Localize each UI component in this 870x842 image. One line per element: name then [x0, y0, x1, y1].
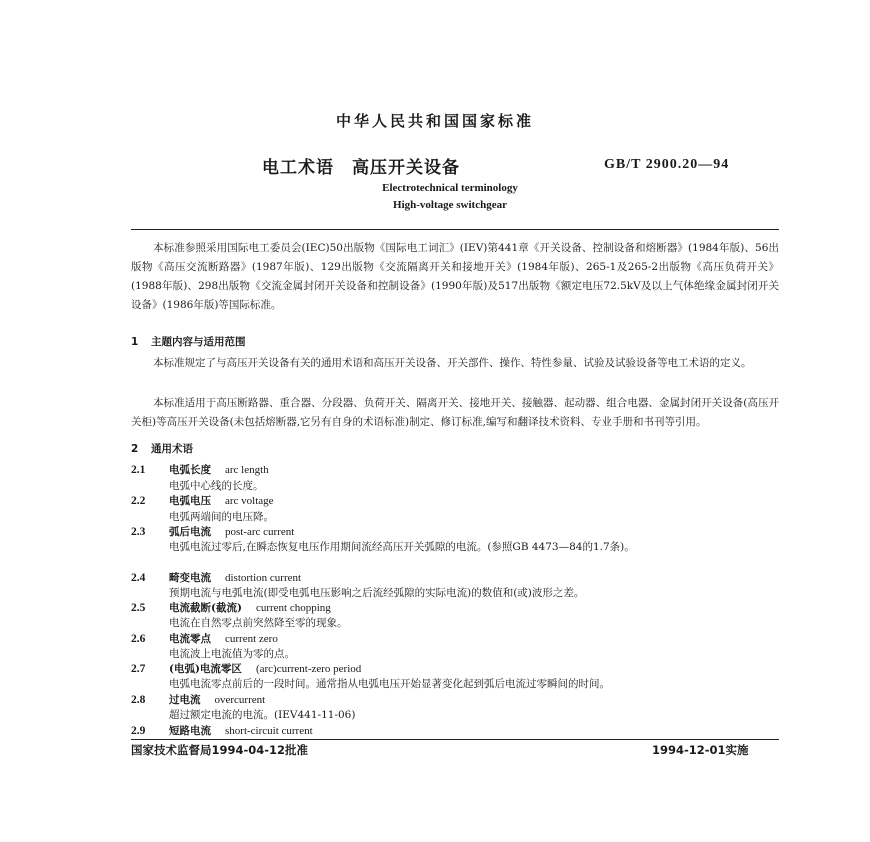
term-row: [131, 524, 779, 540]
section-1-heading: [131, 334, 246, 349]
section-2-title: 通用术语: [151, 443, 193, 455]
term-definition: 电流波上电流值为零的点。: [169, 648, 295, 660]
term-cn: 短路电流: [169, 725, 211, 737]
intro-paragraph: 本标准参照采用国际电工委员会(IEC)50出版物《国际电工词汇》(IEV)第441章《开关设备、控制设备和熔断器》(1984年版)、56出版物《高压交流断路器》(1987年版)、129出版物《交流隔离开关和接地开关》(1984年版)、265-1及265-2出版物《高压负荷开关》(1988年版)、298出版物《交流金属封闭开关设备和控制设备》(1990年版)及517出版物《额定电压72.5kV及以上气体绝缘金属封闭开关设备》(1986年版)等国际标准。: [131, 242, 779, 311]
term-row: [131, 723, 779, 739]
term-en: arc length: [225, 464, 269, 476]
term-number: 2.5: [131, 602, 146, 614]
term-definition: 电弧两端间的电压降。: [169, 511, 274, 523]
term-row: [131, 692, 779, 708]
term-en: short-circuit current: [225, 725, 313, 737]
section-2-number: 2: [131, 443, 139, 455]
term-row: [131, 493, 779, 509]
section-2-heading: [131, 441, 193, 456]
term-en: (arc)current-zero period: [255, 663, 362, 675]
top-divider: [131, 229, 779, 230]
term-definition: 超过额定电流的电流。(IEV441-11-06): [169, 709, 356, 721]
standard-title-en-line1: Electrotechnical terminology: [382, 182, 518, 194]
term-en: arc voltage: [225, 495, 274, 507]
term-cn: 电流截断(截流): [169, 602, 242, 614]
effective-date: 1994-12-01实施: [652, 743, 749, 757]
term-cn: (电弧)电流零区: [169, 663, 242, 675]
term-row: [131, 631, 779, 647]
term-row: [131, 570, 779, 586]
term-cn: 电弧长度: [169, 464, 211, 476]
term-number: 2.4: [131, 572, 146, 584]
term-cn: 弧后电流: [169, 526, 211, 538]
term-number: 2.6: [131, 633, 146, 645]
term-cn: 电弧电压: [169, 495, 211, 507]
term-definition: 电弧电流零点前后的一段时间。通常指从电弧电压开始显著变化起到弧后电流过零瞬间的时间。: [169, 678, 610, 690]
term-en: current chopping: [255, 602, 331, 614]
standard-number: GB/T 2900.20—94: [604, 157, 730, 172]
term-number: 2.7: [131, 663, 146, 675]
term-en: post-arc current: [225, 526, 295, 538]
term-definition: 预期电流与电弧电流(即受电弧电压影响之后流经弧隙的实际电流)的数值和(或)波形之差。: [169, 587, 585, 599]
term-definition: 电弧电流过零后,在瞬态恢复电压作用期间流经高压开关弧隙的电流。(参照GB 4473—84的1.7条)。: [169, 541, 635, 553]
term-en: overcurrent: [214, 694, 266, 706]
term-en: current zero: [225, 633, 278, 645]
issuing-country-heading: 中华人民共和国国家标准: [335, 112, 534, 130]
term-cn: 过电流: [169, 694, 201, 706]
approval-date: 国家技术监督局1994-04-12批准: [131, 743, 309, 757]
term-definition: 电弧中心线的长度。: [169, 480, 264, 492]
term-row: [131, 462, 779, 478]
section-1-paragraph-1: 本标准规定了与高压开关设备有关的通用术语和高压开关设备、开关部件、操作、特性参量、试验及试验设备等电工术语的定义。: [153, 357, 752, 369]
term-row: [131, 661, 779, 677]
section-1-title: 主题内容与适用范围: [151, 336, 246, 348]
term-definition: 电流在自然零点前突然降至零的现象。: [169, 617, 348, 629]
term-number: 2.1: [131, 464, 146, 476]
term-cn: 电流零点: [169, 633, 211, 645]
term-cn: 畸变电流: [169, 572, 211, 584]
term-number: 2.8: [131, 694, 146, 706]
standard-title-cn: 电工术语 高压开关设备: [262, 158, 460, 178]
bottom-divider: [131, 739, 779, 740]
term-en: distortion current: [225, 572, 302, 584]
standard-title-en-line2: High-voltage switchgear: [393, 199, 507, 211]
section-1-paragraph-2: 本标准适用于高压断路器、重合器、分段器、负荷开关、隔离开关、接地开关、接触器、起动器、组合电器、金属封闭开关设备(高压开关柜)等高压开关设备(未包括熔断器,它另有自身的术语标准)制定、修订标准,编写和翻译技术资料、专业手册和书刊等引用。: [131, 397, 779, 428]
term-row: [131, 600, 779, 616]
term-number: 2.2: [131, 495, 146, 507]
term-number: 2.9: [131, 725, 146, 737]
term-number: 2.3: [131, 526, 146, 538]
section-1-number: 1: [131, 336, 139, 348]
